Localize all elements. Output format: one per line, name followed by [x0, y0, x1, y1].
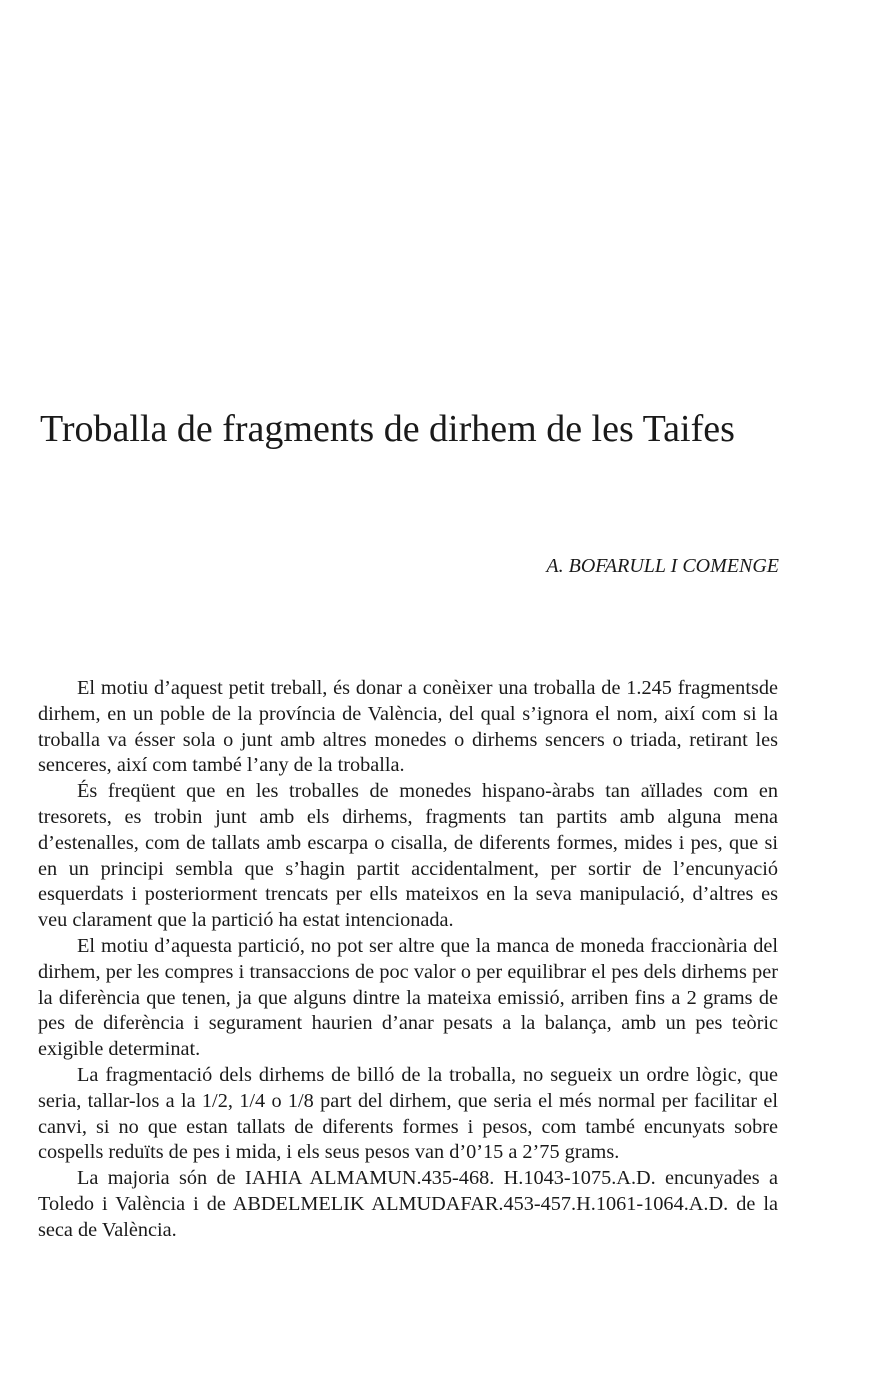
article-body — [38, 676, 778, 1244]
article-author: A. BOFARULL I COMENGE — [546, 555, 779, 577]
article-title: Troballa de fragments de dirhem de les Taifes — [40, 408, 735, 450]
body-paragraph: El motiu d’aquesta partició, no pot ser altre que la manca de moneda fraccionària del dirhem, per les compres i transaccions de poc valor o per equilibrar el pes dels dirhems per la diferència que tenen, ja que alguns dintre la mateixa emissió, arriben fins a 2 grams de pes de diferència i segurament haurien d’anar pesats a la balança, amb un pes teòric exigible determinat. — [38, 934, 778, 1061]
body-paragraph: El motiu d’aquest petit treball, és donar a conèixer una troballa de 1.245 fragmentsde dirhem, en un poble de la província de València, del qual s’ignora el nom, així com si la troballa va ésser sola o junt amb altres monedes o dirhems sencers o triada, retirant les senceres, així com també l’any de la troballa. — [38, 677, 778, 777]
body-paragraph: És freqüent que en les troballes de monedes hispano-àrabs tan aïllades com en tresorets, es trobin junt amb els dirhems, fragments tan partits amb alguna mena d’estenalles, com de tallats amb escarpa o cisalla, de diferents formes, mides i pes, que si en un principi sembla que s’hagin partit accidentalment, per sortir de l’encunyació esquerdats i posteriorment trencats per ells mateixos en la seva manipulació, d’altres es veu clarament que la partició ha estat intencionada. — [38, 780, 778, 932]
body-paragraph: La fragmentació dels dirhems de billó de la troballa, no segueix un ordre lògic, que seria, tallar-los a la 1/2, 1/4 o 1/8 part del dirhem, que seria el més normal per facilitar el canvi, si no que estan tallats de diferents formes i pesos, com també encunyats sobre cospells reduïts de pes i mida, i els seus pesos van d’0’15 a 2’75 grams. — [38, 1063, 778, 1164]
body-paragraph: La majoria són de IAHIA ALMAMUN.435-468. H.1043-1075.A.D. encunyades a Toledo i València i de ABDELMELIK ALMUDAFAR.453-457.H.1061-1064.A.D. de la seca de València. — [38, 1167, 778, 1241]
